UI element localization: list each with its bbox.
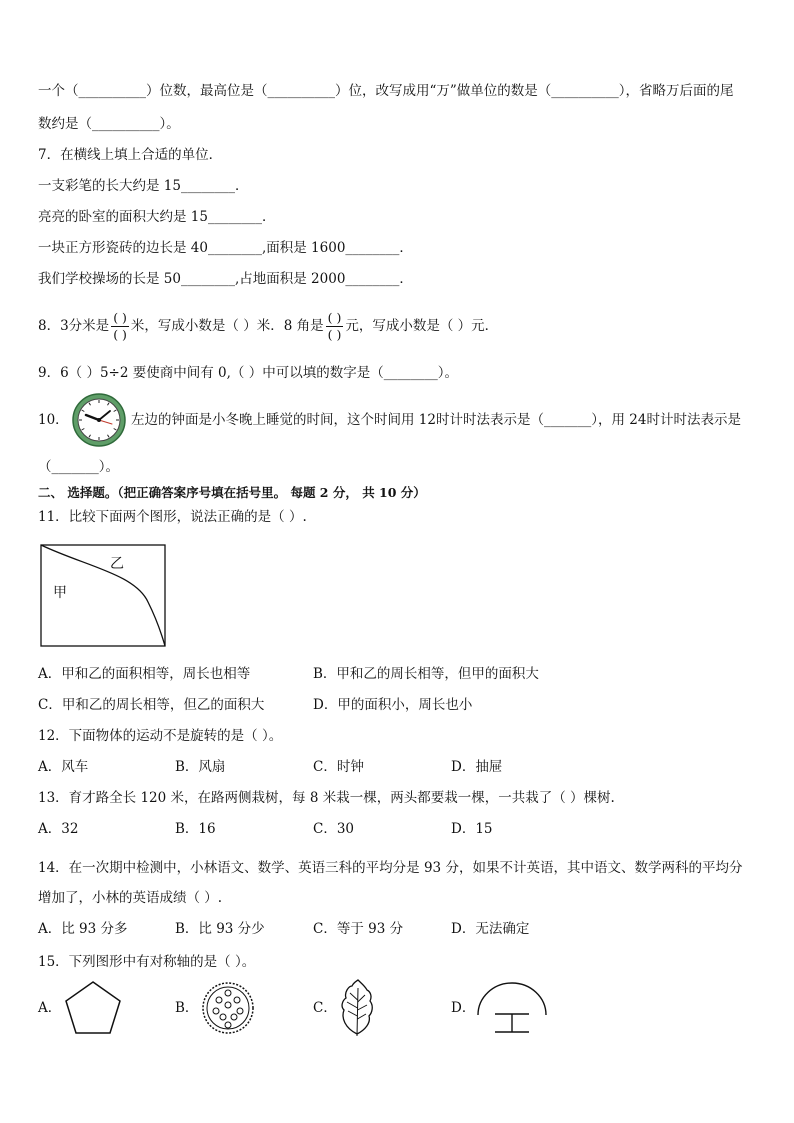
q7-line4: 我们学校操场的长是 50________,占地面积是 2000________． — [38, 271, 413, 287]
q9-line: 9．6（ ）5÷2 要使商中间有 0,（ ）中可以填的数字是（________）。 — [38, 365, 458, 381]
q13-option-d: D．15 — [451, 821, 493, 837]
q12-option-c: C．时钟 — [313, 759, 364, 775]
q8-part3: 元，写成小数是（ ）元． — [345, 318, 499, 334]
q8-part1: 8．3分米是 — [38, 318, 110, 334]
q14-option-b: B．比 93 分少 — [175, 921, 265, 937]
q7-title: 7．在横线上填上合适的单位． — [38, 147, 223, 163]
q12-stem: 12．下面物体的运动不是旋转的是（ ）。 — [38, 728, 283, 744]
label-jia: 甲 — [53, 585, 67, 601]
q15-option-c: C． — [313, 1000, 337, 1016]
leaf-icon — [337, 978, 377, 1038]
q7-line2: 亮亮的卧室的面积大约是 15________． — [38, 209, 276, 225]
q6-line2: 数约是（__________）。 — [38, 116, 180, 132]
q6-line1: 一个（__________）位数，最高位是（__________）位，改写成用“万”做单位的数是（__________），省略万后面的尾 — [38, 83, 734, 99]
q8-fraction-2-numerator: ( ) — [327, 310, 342, 325]
q8-fraction-1 — [111, 311, 129, 342]
q8-part2: 米，写成小数是（ ）米．8 角是 — [130, 318, 324, 334]
clock-icon — [68, 393, 130, 449]
q11-option-a: A．甲和乙的面积相等，周长也相等 — [38, 666, 251, 682]
q14-option-c: C．等于 93 分 — [313, 921, 404, 937]
q13-option-c: C．30 — [313, 821, 355, 837]
q14-option-d: D．无法确定 — [451, 921, 530, 937]
q8-fraction-2-denominator: ( ) — [327, 327, 342, 342]
q8-fraction-1-numerator: ( ) — [113, 310, 127, 325]
q11-option-b: B．甲和乙的周长相等，但甲的面积大 — [313, 666, 539, 682]
q12-option-a: A．风车 — [38, 759, 89, 775]
q8-fraction-1-denominator: ( ) — [113, 327, 127, 342]
q12-option-d: D．抽屉 — [451, 759, 503, 775]
q10-line2: （_______）。 — [38, 459, 119, 475]
q14-line2: 增加了，小林的英语成绩（ ）. — [38, 890, 223, 906]
q14-option-a: A．比 93 分多 — [38, 921, 128, 937]
q11-option-d: D．甲的面积小，周长也小 — [313, 697, 473, 713]
q8-line — [38, 311, 498, 342]
section2-title: 二、 选择题。（把正确答案序号填在括号里。 每题 2 分， 共 10 分） — [38, 485, 426, 500]
q7-line3: 一块正方形瓷砖的边长是 40________,面积是 1600________． — [38, 240, 413, 256]
arch-icon — [476, 981, 548, 1037]
rectangle-curve-figure — [40, 544, 166, 647]
q12-option-b: B．风扇 — [175, 759, 226, 775]
circle-dots-icon — [200, 980, 256, 1036]
q13-option-a: A．32 — [38, 821, 79, 837]
q13-option-b: B．16 — [175, 821, 216, 837]
q15-option-b: B． — [175, 1000, 199, 1016]
q8-fraction-2 — [326, 311, 344, 342]
q11-stem: 11．比较下面两个图形，说法正确的是（ ）. — [38, 509, 307, 525]
q10-text: 左边的钟面是小冬晚上睡觉的时间，这个时间用 12时计时法表示是（_______），用 24时计时法表示是 — [131, 412, 741, 428]
pentagon-icon — [64, 980, 122, 1036]
q15-option-a: A． — [38, 1000, 62, 1016]
q15-stem: 15．下列图形中有对称轴的是（ ）。 — [38, 954, 256, 970]
q11-option-c: C．甲和乙的周长相等，但乙的面积大 — [38, 697, 265, 713]
label-yi: 乙 — [110, 556, 124, 572]
q15-option-d: D． — [451, 1000, 476, 1016]
q10-prefix: 10． — [38, 412, 69, 428]
q7-line1: 一支彩笔的长大约是 15________． — [38, 178, 249, 194]
q14-line1: 14．在一次期中检测中，小林语文、数学、英语三科的平均分是 93 分，如果不计英语，其中语文、数学两科的平均分 — [38, 860, 743, 876]
q13-stem: 13．育才路全长 120 米，在路两侧栽树，每 8 米栽一棵，两头都要栽一棵，一共栽了（ ）棵树. — [38, 790, 615, 806]
